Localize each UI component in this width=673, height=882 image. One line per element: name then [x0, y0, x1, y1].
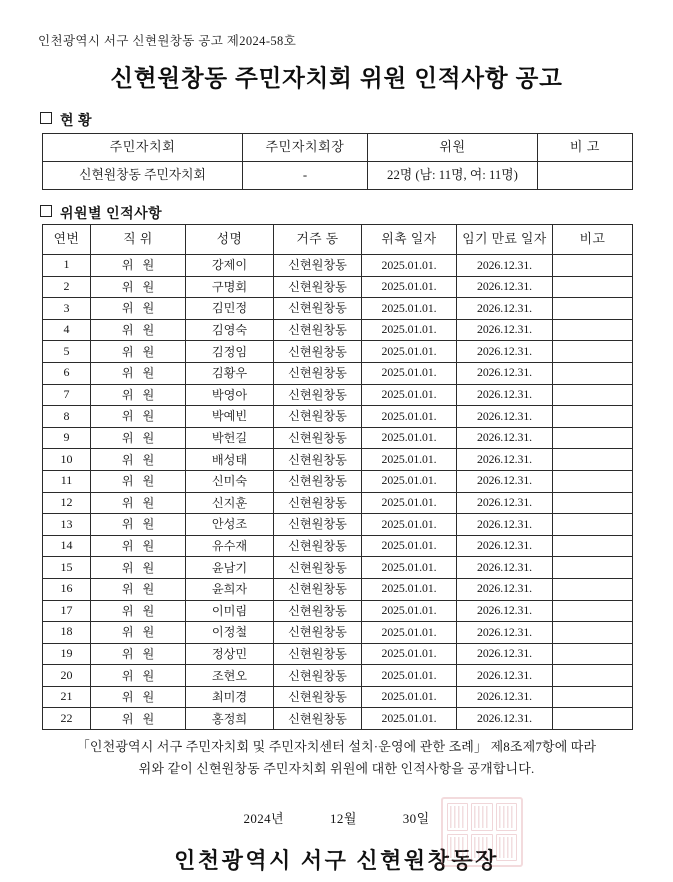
member-cell-note [553, 492, 633, 514]
document-number: 인천광역시 서구 신현원창동 공고 제2024-58호 [38, 34, 297, 48]
member-cell-note [553, 535, 633, 557]
members-header-no: 연번 [43, 225, 91, 255]
member-cell-name: 신지훈 [186, 492, 274, 514]
table-row [43, 341, 633, 363]
member-cell-no: 20 [43, 665, 91, 687]
footer-date-day: 30일 [402, 811, 430, 826]
member-cell-appointed: 2025.01.01. [362, 384, 457, 406]
member-cell-appointed: 2025.01.01. [362, 686, 457, 708]
member-cell-appointed: 2025.01.01. [362, 622, 457, 644]
member-cell-appointed: 2025.01.01. [362, 643, 457, 665]
table-row [43, 406, 633, 428]
member-cell-no: 3 [43, 298, 91, 320]
members-table-header-row [43, 225, 633, 255]
members-header-note: 비고 [553, 225, 633, 255]
member-cell-appointed: 2025.01.01. [362, 255, 457, 277]
member-cell-position: 위 원 [91, 276, 186, 298]
table-row [43, 514, 633, 536]
table-row [43, 492, 633, 514]
member-cell-appointed: 2025.01.01. [362, 535, 457, 557]
member-cell-position: 위 원 [91, 319, 186, 341]
member-cell-position: 위 원 [91, 514, 186, 536]
table-row [43, 276, 633, 298]
member-cell-dong: 신현원창동 [274, 557, 362, 579]
member-cell-dong: 신현원창동 [274, 578, 362, 600]
member-cell-no: 22 [43, 708, 91, 730]
checkbox-square-icon [40, 112, 52, 124]
members-header-position: 직 위 [91, 225, 186, 255]
member-cell-no: 9 [43, 427, 91, 449]
status-header-chair: 주민자치회장 [243, 134, 368, 162]
member-cell-expires: 2026.12.31. [457, 578, 553, 600]
member-cell-name: 정상민 [186, 643, 274, 665]
member-cell-note [553, 319, 633, 341]
member-cell-note [553, 622, 633, 644]
member-cell-name: 안성조 [186, 514, 274, 536]
section-heading-status-label: 현 황 [60, 114, 93, 129]
member-cell-expires: 2026.12.31. [457, 622, 553, 644]
member-cell-dong: 신현원창동 [274, 492, 362, 514]
status-header-council: 주민자치회 [43, 134, 243, 162]
member-cell-expires: 2026.12.31. [457, 514, 553, 536]
member-cell-dong: 신현원창동 [274, 708, 362, 730]
member-cell-appointed: 2025.01.01. [362, 449, 457, 471]
member-cell-dong: 신현원창동 [274, 298, 362, 320]
member-cell-position: 위 원 [91, 535, 186, 557]
member-cell-name: 구명회 [186, 276, 274, 298]
member-cell-name: 윤희자 [186, 578, 274, 600]
member-cell-note [553, 362, 633, 384]
member-cell-no: 15 [43, 557, 91, 579]
table-row [43, 622, 633, 644]
member-cell-note [553, 578, 633, 600]
member-cell-appointed: 2025.01.01. [362, 470, 457, 492]
member-cell-name: 홍정희 [186, 708, 274, 730]
member-cell-dong: 신현원창동 [274, 514, 362, 536]
member-cell-appointed: 2025.01.01. [362, 406, 457, 428]
member-cell-position: 위 원 [91, 622, 186, 644]
member-cell-note [553, 600, 633, 622]
member-cell-dong: 신현원창동 [274, 406, 362, 428]
member-cell-expires: 2026.12.31. [457, 449, 553, 471]
status-table-row [43, 162, 633, 190]
table-row [43, 535, 633, 557]
member-cell-dong: 신현원창동 [274, 665, 362, 687]
member-cell-position: 위 원 [91, 406, 186, 428]
member-cell-appointed: 2025.01.01. [362, 708, 457, 730]
member-cell-dong: 신현원창동 [274, 319, 362, 341]
section-heading-status [40, 110, 92, 130]
member-cell-appointed: 2025.01.01. [362, 557, 457, 579]
member-cell-no: 21 [43, 686, 91, 708]
member-cell-expires: 2026.12.31. [457, 665, 553, 687]
member-cell-no: 17 [43, 600, 91, 622]
member-cell-dong: 신현원창동 [274, 255, 362, 277]
member-cell-position: 위 원 [91, 298, 186, 320]
footer-statement [0, 736, 673, 781]
member-cell-name: 김정임 [186, 341, 274, 363]
members-header-expires: 임기 만료 일자 [457, 225, 553, 255]
members-header-appointed: 위촉 일자 [362, 225, 457, 255]
member-cell-no: 8 [43, 406, 91, 428]
member-cell-no: 18 [43, 622, 91, 644]
table-row [43, 470, 633, 492]
member-cell-no: 10 [43, 449, 91, 471]
members-header-name: 성명 [186, 225, 274, 255]
member-cell-name: 배성태 [186, 449, 274, 471]
member-cell-name: 신미숙 [186, 470, 274, 492]
member-cell-no: 13 [43, 514, 91, 536]
member-cell-position: 위 원 [91, 362, 186, 384]
member-cell-name: 윤남기 [186, 557, 274, 579]
table-row [43, 643, 633, 665]
member-cell-dong: 신현원창동 [274, 427, 362, 449]
footer-line-1: 「인천광역시 서구 주민자치회 및 주민자치센터 설치·운영에 관한 조례」 제8조제7항에 따라 [76, 739, 597, 754]
member-cell-expires: 2026.12.31. [457, 319, 553, 341]
member-cell-note [553, 557, 633, 579]
member-cell-note [553, 255, 633, 277]
member-cell-dong: 신현원창동 [274, 643, 362, 665]
checkbox-square-icon [40, 205, 52, 217]
section-heading-members [40, 203, 162, 223]
member-cell-expires: 2026.12.31. [457, 643, 553, 665]
member-cell-dong: 신현원창동 [274, 686, 362, 708]
member-cell-appointed: 2025.01.01. [362, 341, 457, 363]
status-table [42, 133, 633, 190]
member-cell-appointed: 2025.01.01. [362, 492, 457, 514]
member-cell-no: 4 [43, 319, 91, 341]
member-cell-dong: 신현원창동 [274, 362, 362, 384]
member-cell-no: 11 [43, 470, 91, 492]
status-cell-members: 22명 (남: 11명, 여: 11명) [368, 162, 538, 190]
status-cell-chair: - [243, 162, 368, 190]
member-cell-name: 박영아 [186, 384, 274, 406]
member-cell-position: 위 원 [91, 492, 186, 514]
member-cell-no: 19 [43, 643, 91, 665]
member-cell-name: 유수재 [186, 535, 274, 557]
member-cell-name: 김영숙 [186, 319, 274, 341]
member-cell-note [553, 643, 633, 665]
member-cell-no: 5 [43, 341, 91, 363]
table-row [43, 578, 633, 600]
member-cell-no: 12 [43, 492, 91, 514]
member-cell-name: 박헌길 [186, 427, 274, 449]
member-cell-dong: 신현원창동 [274, 449, 362, 471]
member-cell-name: 이정철 [186, 622, 274, 644]
member-cell-expires: 2026.12.31. [457, 686, 553, 708]
member-cell-no: 6 [43, 362, 91, 384]
member-cell-note [553, 514, 633, 536]
member-cell-position: 위 원 [91, 643, 186, 665]
status-header-members: 위원 [368, 134, 538, 162]
footer-line-2: 위와 같이 신현원창동 주민자치회 위원에 대한 인적사항을 공개합니다. [138, 761, 535, 777]
table-row [43, 298, 633, 320]
member-cell-name: 김민정 [186, 298, 274, 320]
member-cell-no: 14 [43, 535, 91, 557]
member-cell-name: 최미경 [186, 686, 274, 708]
member-cell-note [553, 708, 633, 730]
member-cell-appointed: 2025.01.01. [362, 362, 457, 384]
member-cell-expires: 2026.12.31. [457, 298, 553, 320]
member-cell-position: 위 원 [91, 665, 186, 687]
member-cell-dong: 신현원창동 [274, 276, 362, 298]
member-cell-note [553, 427, 633, 449]
member-cell-position: 위 원 [91, 470, 186, 492]
member-cell-position: 위 원 [91, 708, 186, 730]
member-cell-dong: 신현원창동 [274, 384, 362, 406]
table-row [43, 427, 633, 449]
member-cell-expires: 2026.12.31. [457, 535, 553, 557]
member-cell-name: 강제이 [186, 255, 274, 277]
member-cell-dong: 신현원창동 [274, 535, 362, 557]
member-cell-expires: 2026.12.31. [457, 600, 553, 622]
member-cell-expires: 2026.12.31. [457, 341, 553, 363]
member-cell-dong: 신현원창동 [274, 622, 362, 644]
signature-authority: 인천광역시 서구 신현원창동장 [174, 848, 499, 873]
table-row [43, 708, 633, 730]
member-cell-note [553, 470, 633, 492]
member-cell-position: 위 원 [91, 384, 186, 406]
footer-date-year: 2024년 [243, 811, 285, 826]
member-cell-appointed: 2025.01.01. [362, 427, 457, 449]
table-row [43, 665, 633, 687]
status-header-note: 비 고 [538, 134, 633, 162]
member-cell-no: 2 [43, 276, 91, 298]
member-cell-dong: 신현원창동 [274, 470, 362, 492]
member-cell-expires: 2026.12.31. [457, 492, 553, 514]
member-cell-note [553, 384, 633, 406]
member-cell-position: 위 원 [91, 449, 186, 471]
member-cell-name: 박예빈 [186, 406, 274, 428]
member-cell-position: 위 원 [91, 255, 186, 277]
section-heading-members-label: 위원별 인적사항 [60, 207, 163, 222]
member-cell-note [553, 298, 633, 320]
member-cell-note [553, 665, 633, 687]
member-cell-appointed: 2025.01.01. [362, 276, 457, 298]
status-cell-council: 신현원창동 주민자치회 [43, 162, 243, 190]
member-cell-position: 위 원 [91, 686, 186, 708]
member-cell-note [553, 686, 633, 708]
member-cell-position: 위 원 [91, 341, 186, 363]
status-cell-note [538, 162, 633, 190]
member-cell-name: 김황우 [186, 362, 274, 384]
member-cell-expires: 2026.12.31. [457, 557, 553, 579]
member-cell-position: 위 원 [91, 600, 186, 622]
table-row [43, 600, 633, 622]
member-cell-expires: 2026.12.31. [457, 255, 553, 277]
table-row [43, 557, 633, 579]
status-table-header-row [43, 134, 633, 162]
member-cell-appointed: 2025.01.01. [362, 298, 457, 320]
member-cell-expires: 2026.12.31. [457, 708, 553, 730]
members-header-dong: 거주 동 [274, 225, 362, 255]
member-cell-appointed: 2025.01.01. [362, 600, 457, 622]
member-cell-expires: 2026.12.31. [457, 427, 553, 449]
member-cell-appointed: 2025.01.01. [362, 578, 457, 600]
table-row [43, 362, 633, 384]
table-row [43, 255, 633, 277]
member-cell-note [553, 406, 633, 428]
page-title: 신현원창동 주민자치회 위원 인적사항 공고 [110, 65, 563, 91]
member-cell-position: 위 원 [91, 427, 186, 449]
member-cell-expires: 2026.12.31. [457, 470, 553, 492]
member-cell-expires: 2026.12.31. [457, 406, 553, 428]
member-cell-appointed: 2025.01.01. [362, 665, 457, 687]
member-cell-no: 16 [43, 578, 91, 600]
member-cell-position: 위 원 [91, 578, 186, 600]
table-row [43, 686, 633, 708]
members-table [42, 224, 633, 730]
member-cell-position: 위 원 [91, 557, 186, 579]
table-row [43, 319, 633, 341]
member-cell-note [553, 276, 633, 298]
member-cell-expires: 2026.12.31. [457, 362, 553, 384]
member-cell-no: 1 [43, 255, 91, 277]
table-row [43, 449, 633, 471]
member-cell-dong: 신현원창동 [274, 600, 362, 622]
member-cell-dong: 신현원창동 [274, 341, 362, 363]
member-cell-name: 조현오 [186, 665, 274, 687]
member-cell-expires: 2026.12.31. [457, 276, 553, 298]
footer-date-month: 12월 [330, 811, 357, 826]
member-cell-note [553, 341, 633, 363]
member-cell-note [553, 449, 633, 471]
member-cell-expires: 2026.12.31. [457, 384, 553, 406]
member-cell-no: 7 [43, 384, 91, 406]
member-cell-name: 이미림 [186, 600, 274, 622]
member-cell-appointed: 2025.01.01. [362, 514, 457, 536]
members-table-body [43, 255, 633, 730]
table-row [43, 384, 633, 406]
footer-date [0, 808, 673, 827]
member-cell-appointed: 2025.01.01. [362, 319, 457, 341]
